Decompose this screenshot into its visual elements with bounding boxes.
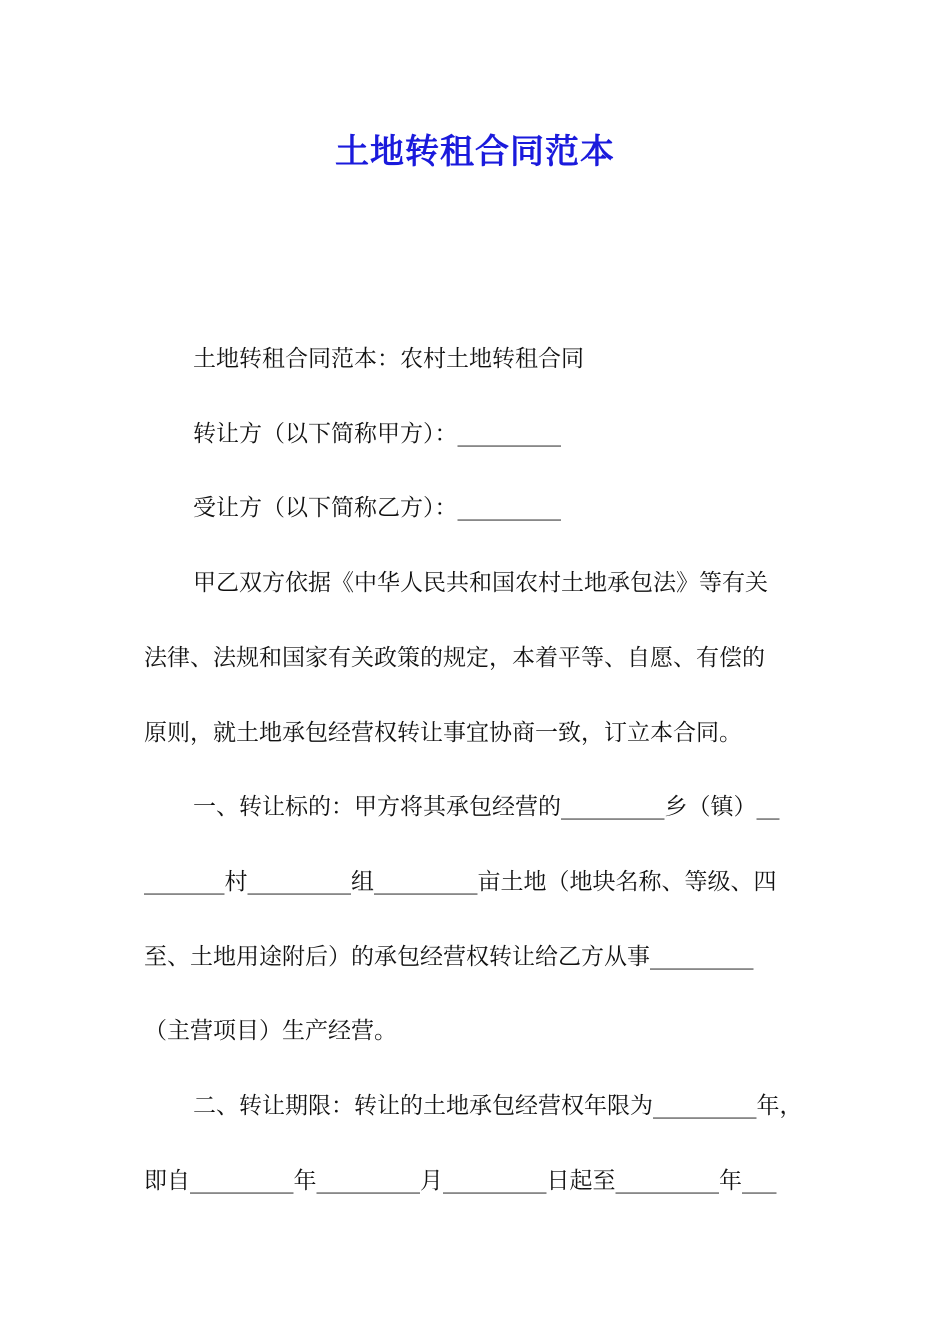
subtitle-line: 土地转租合同范本：农村土地转租合同: [193, 346, 584, 372]
clause-line: _______村_________组_________亩土地（地块名称、等级、四: [144, 869, 777, 895]
clause-line: 至、土地用途附后）的承包经营权转让给乙方从事_________: [144, 944, 754, 970]
clause-line: 二、转让期限：转让的土地承包经营权年限为_________年，: [193, 1093, 803, 1119]
paragraph-line: 甲乙双方依据《中华人民共和国农村土地承包法》等有关: [193, 570, 768, 596]
paragraph-line: 原则，就土地承包经营权转让事宜协商一致，订立本合同。: [144, 720, 742, 746]
transferor-line: 转让方（以下简称甲方）：_________: [193, 421, 561, 447]
document-title: 土地转租合同范本: [335, 132, 615, 172]
clause-line: 即自_________年_________月_________日起至_________年___: [144, 1168, 777, 1194]
clause-line: （主营项目）生产经营。: [144, 1018, 397, 1044]
clause-line: 一、转让标的：甲方将其承包经营的_________乡（镇）__: [193, 794, 780, 820]
transferee-line: 受让方（以下简称乙方）：_________: [193, 495, 561, 521]
paragraph-line: 法律、法规和国家有关政策的规定，本着平等、自愿、有偿的: [144, 645, 765, 671]
